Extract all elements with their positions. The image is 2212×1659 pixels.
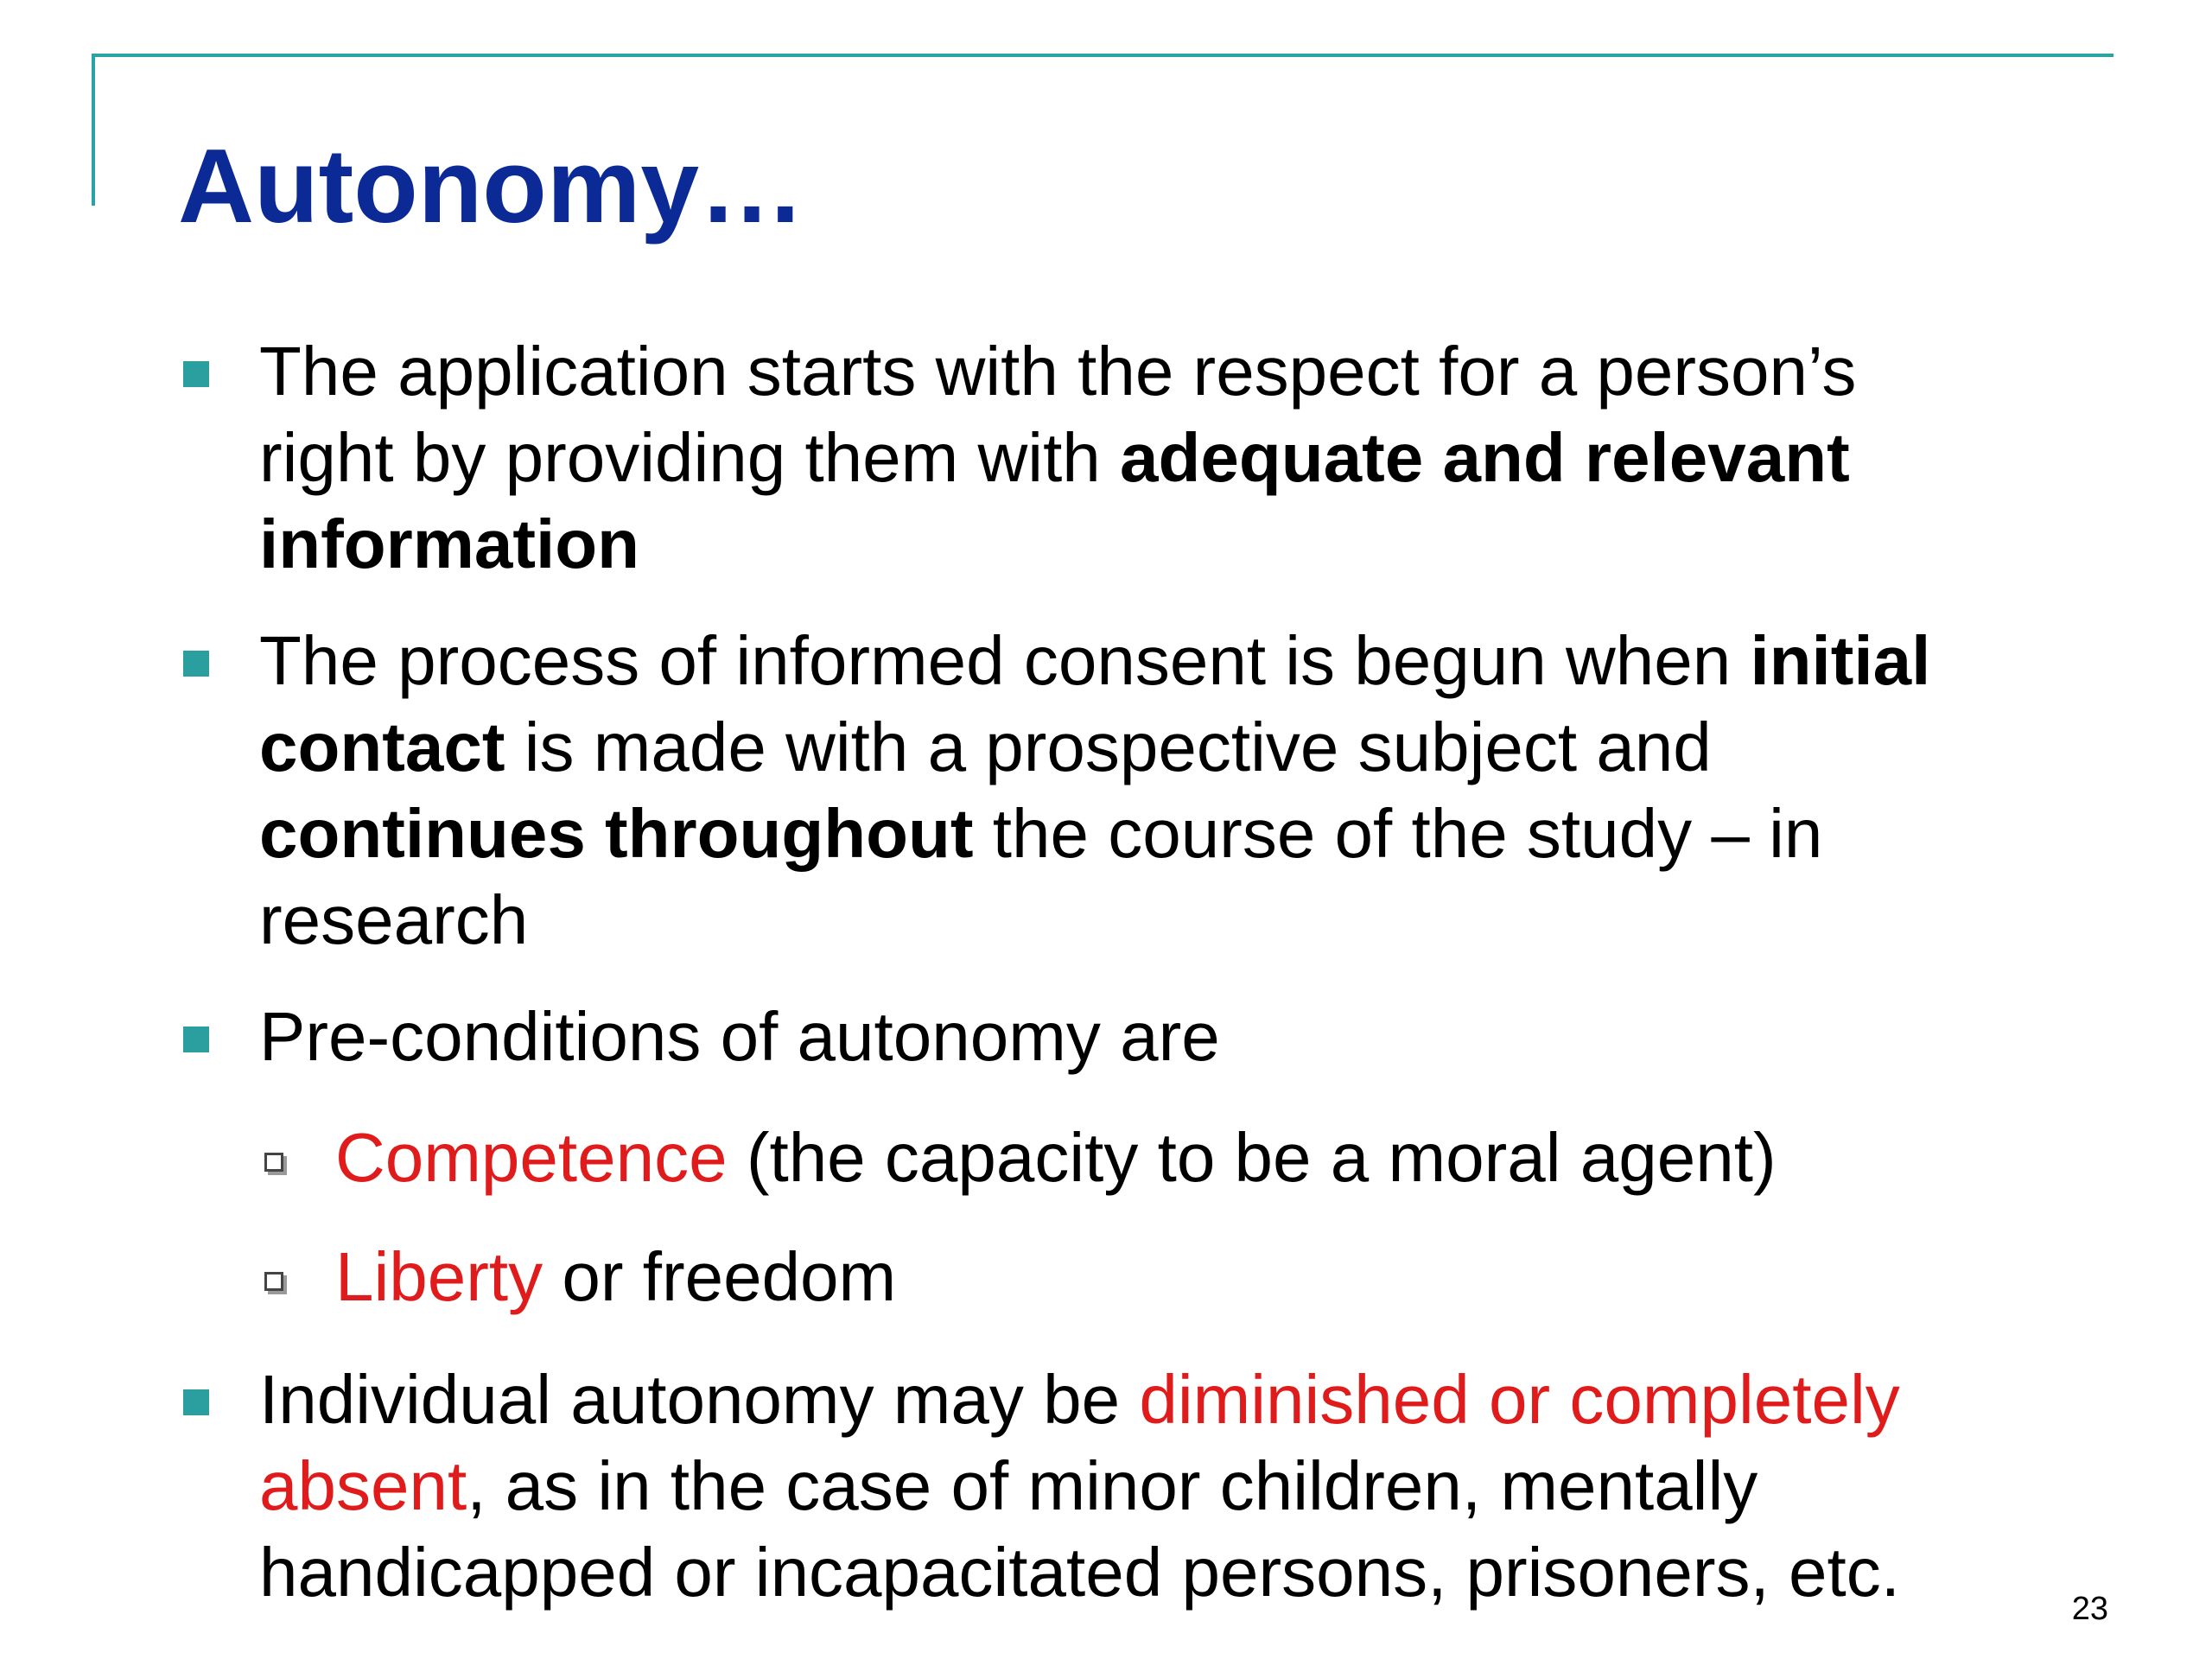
bullet-4-line-1: Individual autonomy may be bbox=[259, 1361, 1140, 1438]
slide-title: Autonomy… bbox=[178, 127, 805, 245]
bullet-1-bold-word: information bbox=[259, 505, 639, 582]
left-accent-rule bbox=[92, 54, 95, 206]
hollow-square-bullet-icon bbox=[264, 1153, 283, 1172]
bullet-2-line-2: is made with a prospective subject and bbox=[505, 709, 1712, 785]
square-bullet-icon bbox=[183, 361, 209, 387]
bullet-2-line-1: The process of informed consent is begun when bbox=[259, 622, 1751, 699]
bullet-2-bold-initial: initial bbox=[1750, 622, 1931, 699]
hollow-square-bullet-icon bbox=[264, 1272, 283, 1291]
bullet-2-bold-contact: contact bbox=[259, 709, 505, 785]
bullet-text-1 bbox=[259, 328, 2039, 588]
page-number: 23 bbox=[2071, 1591, 2108, 1627]
sub-bullet-1-rest: (the capacity to be a moral agent) bbox=[727, 1119, 1777, 1196]
bullet-4-red-phrase: diminished or completely bbox=[1139, 1361, 1900, 1438]
sub-bullet-1-highlight: Competence bbox=[335, 1119, 728, 1196]
bullet-text-4 bbox=[259, 1357, 2039, 1616]
bullet-2-line-4: research bbox=[259, 881, 529, 958]
bullet-1-bold-phrase: adequate and relevant bbox=[1120, 419, 1850, 496]
bullet-4-line-2: , as in the case of minor children, mentally bbox=[467, 1447, 1758, 1524]
sub-bullet-2-rest: or freedom bbox=[543, 1238, 897, 1315]
bullet-4-line-3: handicapped or incapacitated persons, prisoners, etc. bbox=[259, 1534, 1900, 1611]
bullet-text-2 bbox=[259, 618, 2039, 963]
bullet-2-line-3: the course of the study – in bbox=[973, 795, 1823, 872]
sub-bullet-text-2 bbox=[335, 1234, 2046, 1320]
bullet-4-red-word: absent bbox=[259, 1447, 467, 1524]
top-accent-rule bbox=[92, 54, 2113, 57]
sub-bullet-2-highlight: Liberty bbox=[335, 1238, 543, 1315]
square-bullet-icon bbox=[183, 1389, 209, 1415]
bullet-text-3: Pre-conditions of autonomy are bbox=[259, 998, 1220, 1075]
bullet-1-line-2: right by providing them with bbox=[259, 419, 1121, 496]
sub-bullet-text-1 bbox=[335, 1115, 2046, 1201]
bullet-2-bold-continues: continues throughout bbox=[259, 795, 974, 872]
square-bullet-icon bbox=[183, 651, 209, 677]
bullet-1-line-1: The application starts with the respect for a person’s bbox=[259, 333, 1857, 410]
square-bullet-icon bbox=[183, 1027, 209, 1052]
